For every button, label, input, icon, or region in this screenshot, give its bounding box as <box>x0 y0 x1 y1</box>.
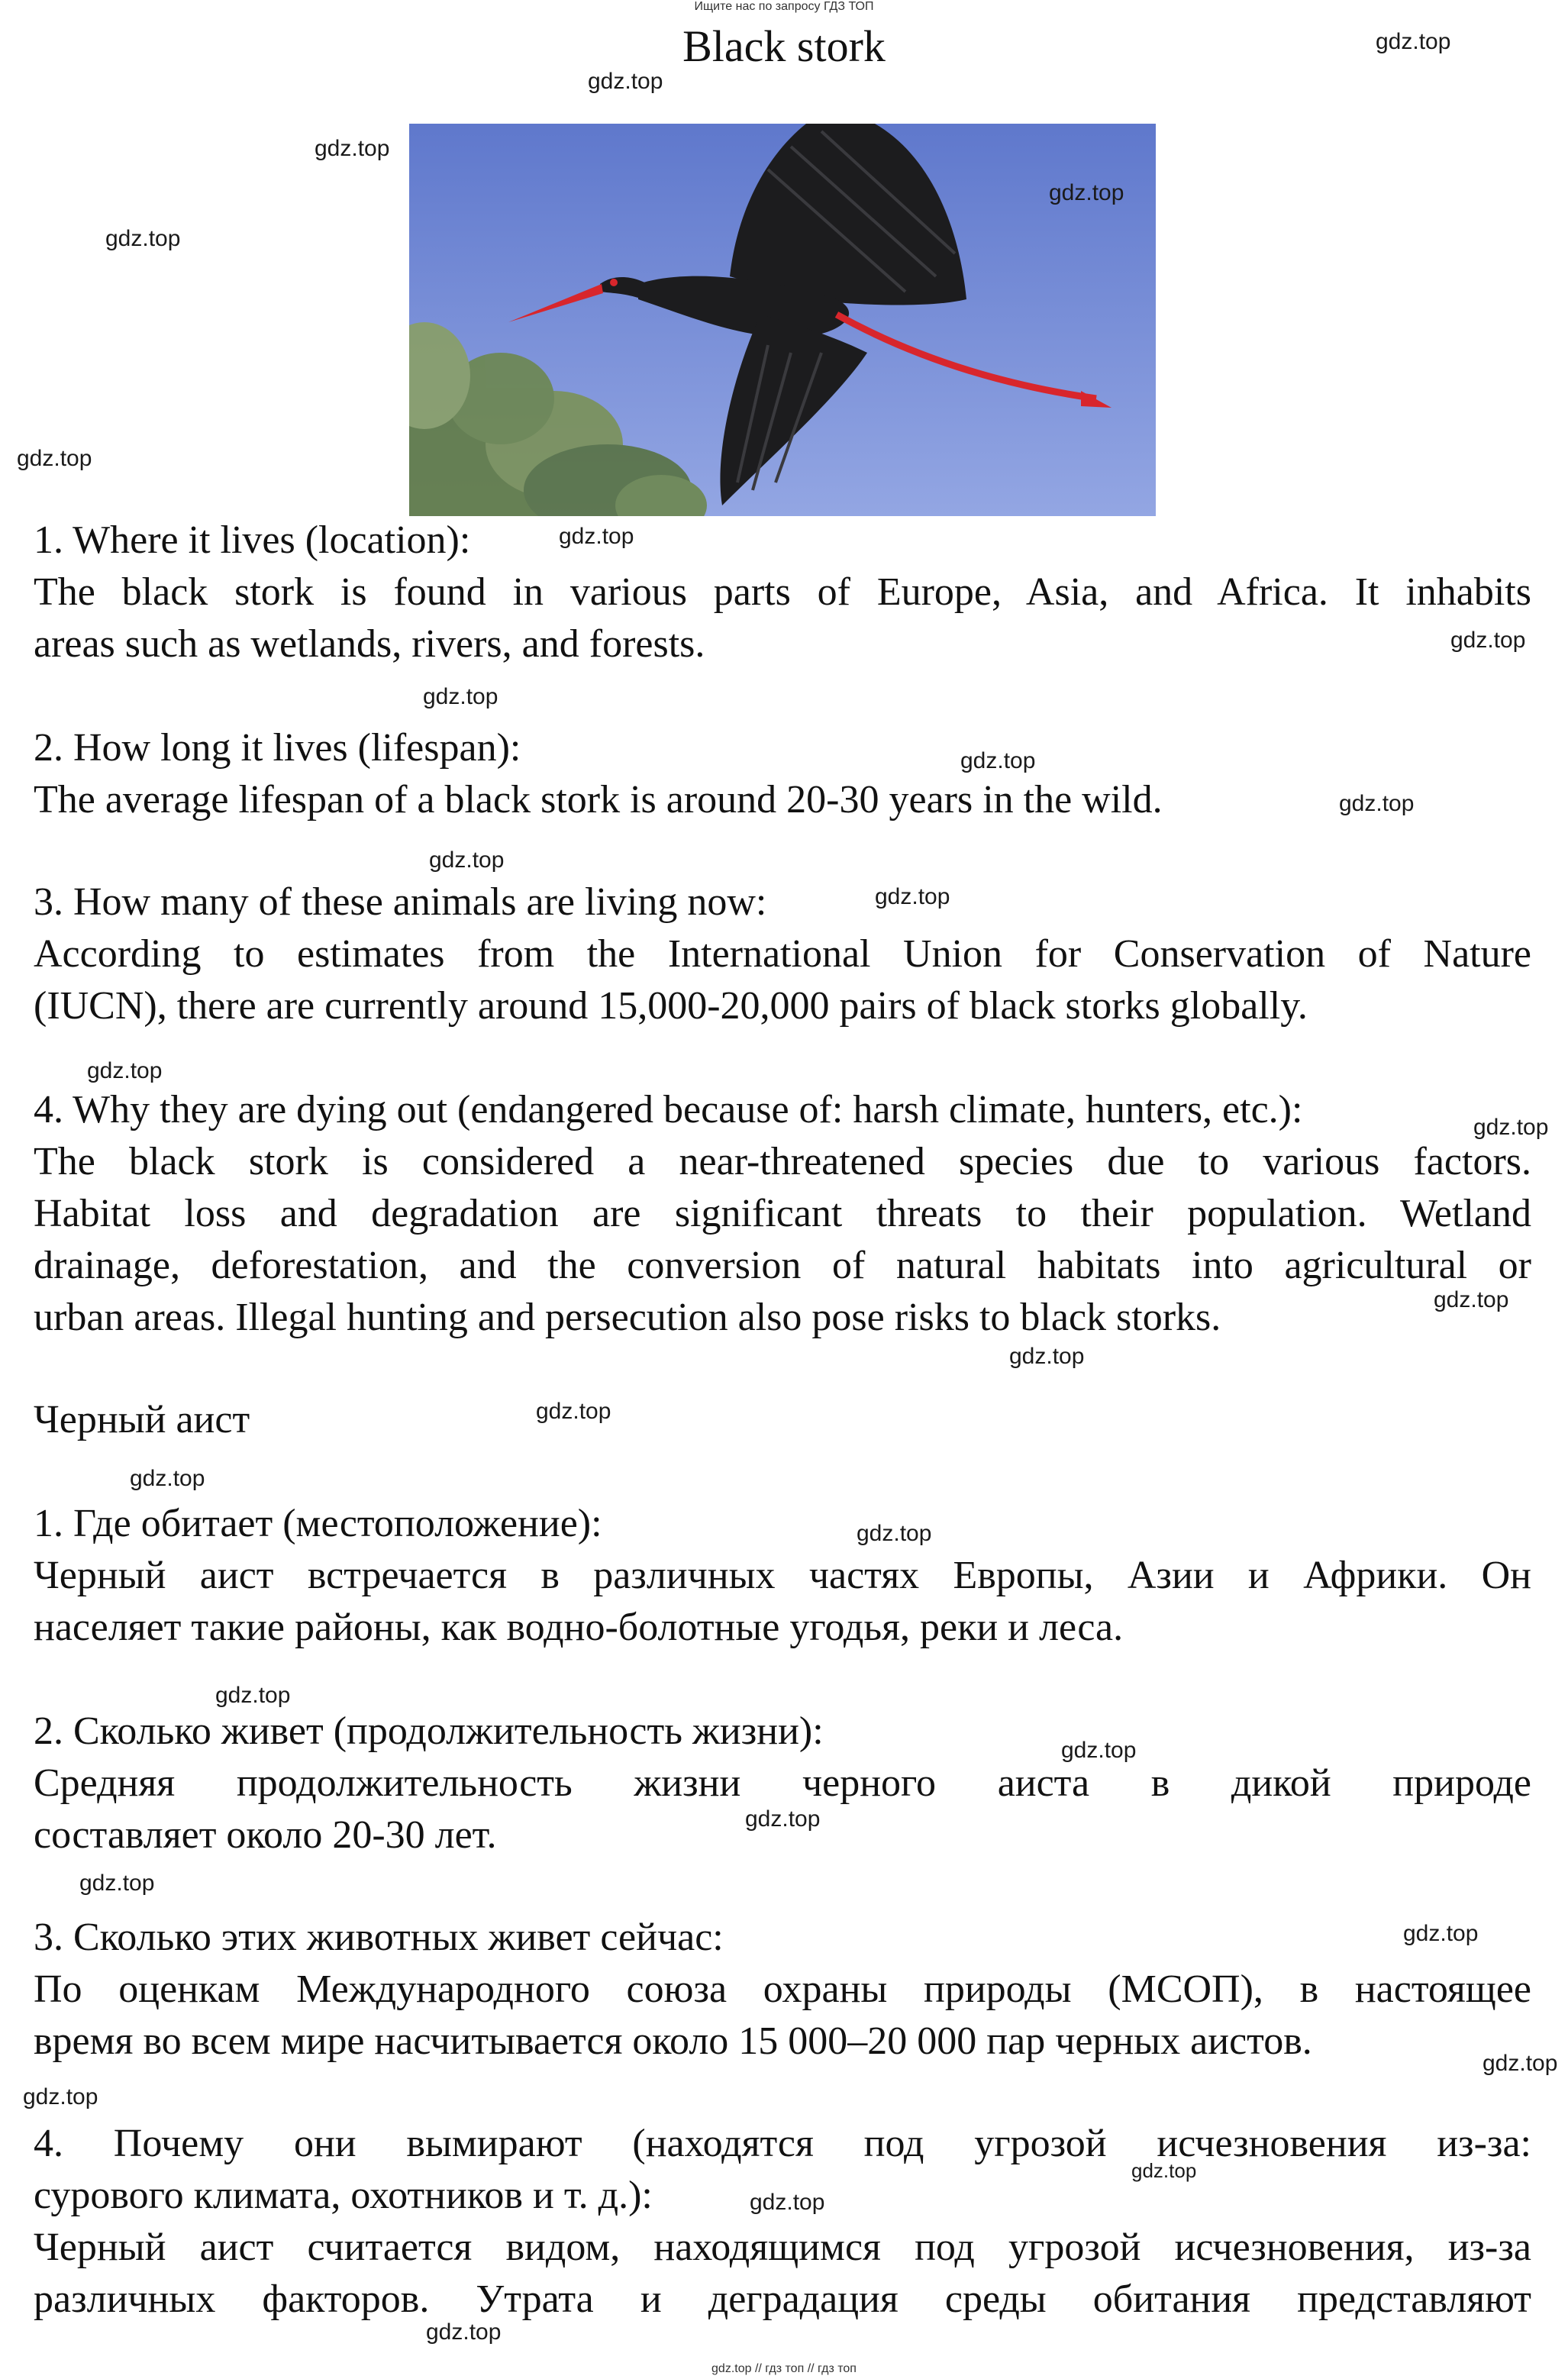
text-line: сурового климата, охотников и т. д.): <box>34 2174 653 2217</box>
watermark: gdz.top <box>215 1683 291 1708</box>
watermark: gdz.top <box>875 884 950 909</box>
text-line: drainage, deforestation, and the conversion of natural habitats into agricultural or <box>34 1244 1531 1287</box>
black-stork-photo <box>409 124 1156 516</box>
watermark: gdz.top <box>745 1806 821 1832</box>
watermark: gdz.top <box>87 1058 163 1083</box>
text-line: (IUCN), there are currently around 15,000-20,000 pairs of black storks globally. <box>34 984 1308 1028</box>
text-line: The black stork is considered a near-threatened species due to various factors. <box>34 1140 1531 1183</box>
watermark: gdz.top <box>1473 1115 1549 1140</box>
watermark: gdz.top <box>426 2319 502 2345</box>
watermark: gdz.top <box>588 69 663 94</box>
text-line: составляет около 20-30 лет. <box>34 1813 497 1857</box>
ru-q1-heading: 1. Где обитает (местоположение): <box>34 1502 602 1545</box>
watermark: gdz.top <box>1131 2159 1197 2182</box>
watermark: gdz.top <box>857 1521 932 1546</box>
stork-illustration <box>409 124 1156 516</box>
ru-title: Черный аист <box>34 1398 250 1441</box>
watermark: gdz.top <box>1061 1738 1137 1763</box>
text-line: Черный аист встречается в различных частях Европы, Азии и Африки. Он <box>34 1554 1531 1597</box>
watermark: gdz.top <box>1450 628 1526 653</box>
en-q4-answer <box>34 1136 1531 1344</box>
text-line: Средняя продолжительность жизни черного аиста в дикой природе <box>34 1761 1531 1805</box>
watermark: gdz.top <box>17 446 92 471</box>
en-q4-heading: 4. Why they are dying out (endangered because of: harsh climate, hunters, etc.): <box>34 1088 1303 1131</box>
text-line: время во всем мире насчитывается около 15 000–20 000 пар черных аистов. <box>34 2019 1312 2063</box>
watermark: gdz.top <box>1403 1921 1479 1946</box>
en-q3-heading: 3. How many of these animals are living now: <box>34 880 767 924</box>
watermark: gdz.top <box>559 524 634 549</box>
ru-q2-heading: 2. Сколько живет (продолжительность жизни): <box>34 1709 824 1753</box>
text-line: населяет такие районы, как водно-болотные угодья, реки и леса. <box>34 1606 1124 1649</box>
text-line: различных факторов. Утрата и деградация среды обитания представляют <box>34 2277 1531 2321</box>
watermark: gdz.top <box>960 748 1036 773</box>
watermark: gdz.top <box>1339 791 1415 816</box>
watermark: gdz.top <box>130 1466 205 1491</box>
top-note: Ищите нас по запросу ГДЗ ТОП <box>694 0 874 13</box>
watermark: gdz.top <box>536 1399 611 1424</box>
text-line: Habitat loss and degradation are significant threats to their population. Wetland <box>34 1192 1531 1235</box>
watermark: gdz.top <box>429 847 505 873</box>
watermark: gdz.top <box>750 2190 825 2215</box>
watermark: gdz.top <box>1483 2051 1558 2076</box>
watermark: gdz.top <box>1376 29 1451 54</box>
en-q3-answer <box>34 928 1531 1032</box>
text-line: urban areas. Illegal hunting and persecution also pose risks to black storks. <box>34 1296 1221 1339</box>
text-line: The average lifespan of a black stork is around 20-30 years in the wild. <box>34 778 1163 822</box>
watermark: gdz.top <box>79 1871 155 1896</box>
text-line: 4. Почему они вымирают (находятся под угрозой исчезновения из-за: <box>34 2122 1531 2165</box>
en-q1-heading: 1. Where it lives (location): <box>34 518 471 562</box>
ru-q3-answer <box>34 1964 1531 2068</box>
watermark: gdz.top <box>105 226 181 251</box>
watermark: gdz.top <box>23 2084 98 2109</box>
watermark: gdz.top <box>1434 1287 1509 1312</box>
en-q2-heading: 2. How long it lives (lifespan): <box>34 726 521 770</box>
ru-q3-heading: 3. Сколько этих животных живет сейчас: <box>34 1916 724 1959</box>
text-line: According to estimates from the International Union for Conservation of Nature <box>34 932 1531 976</box>
watermark: gdz.top <box>315 136 390 161</box>
text-line: areas such as wetlands, rivers, and forests. <box>34 622 705 666</box>
en-q1-answer <box>34 567 1531 670</box>
text-line: The black stork is found in various parts of Europe, Asia, and Africa. It inhabits <box>34 570 1531 614</box>
watermark: gdz.top <box>1049 180 1124 205</box>
en-q2-answer <box>34 774 1531 826</box>
footer-watermark: gdz.top // гдз топ // гдз топ <box>711 2362 857 2375</box>
text-line: По оценкам Международного союза охраны природы (МСОП), в настоящее <box>34 1967 1531 2011</box>
text-line: Черный аист считается видом, находящимся под угрозой исчезновения, из-за <box>34 2226 1531 2269</box>
page-title: Black stork <box>682 21 886 71</box>
watermark: gdz.top <box>423 684 498 709</box>
ru-q1-answer <box>34 1550 1531 1654</box>
ru-q4-answer <box>34 2222 1531 2326</box>
watermark: gdz.top <box>1009 1344 1085 1369</box>
